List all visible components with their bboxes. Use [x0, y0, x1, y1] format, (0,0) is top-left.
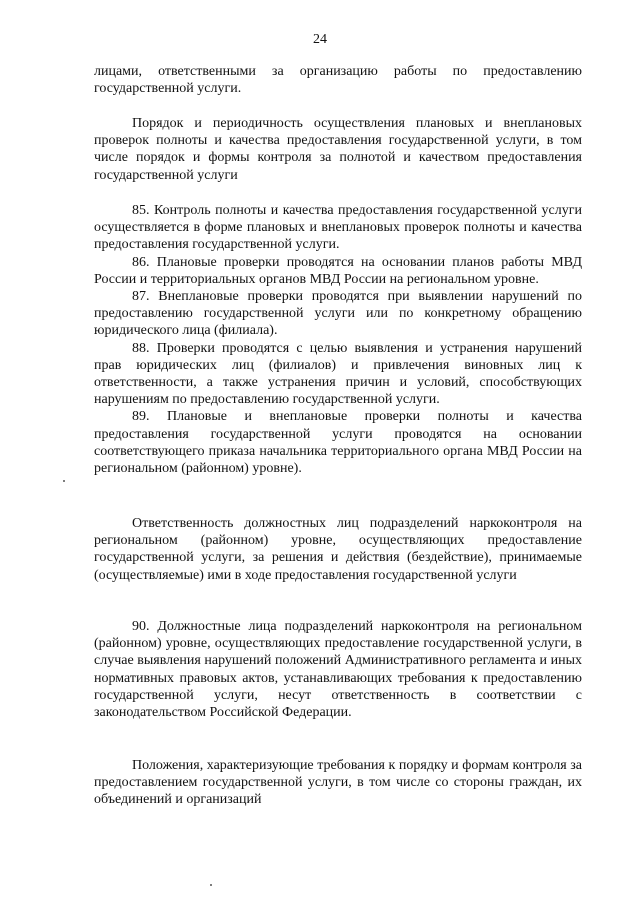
paragraph-85: 85. Контроль полноты и качества предоставления государственной услуги осуществляется в форме плановых и внеплановых проверок полноты и качества предоставления государственной услуги.: [94, 203, 582, 253]
section2-heading: Ответственность должностных лиц подразделений наркоконтроля на региональном (районном) уровне, осуществляющих предоставление государственной услуги, за решения и действия (бездействие), принимаемые (осуществляемые) ими в ходе предоставления государственной услуги: [94, 516, 582, 583]
scan-speck: [210, 884, 212, 886]
paragraph-86: 86. Плановые проверки проводятся на основании планов работы МВД России и территориальных органов МВД России на региональном уровне.: [94, 254, 582, 287]
section2-heading-block: [94, 515, 582, 584]
paragraph-88: 88. Проверки проводятся с целью выявления и устранения нарушений прав юридических лиц (филиалов) и привлечения виновных лиц к ответственности, а также устранения причин и условий, способствующих нарушениям по предоставлению государственной услуги.: [94, 340, 582, 408]
section3-heading: Положения, характеризующие требования к порядку и формам контроля за предоставлением государственной услуги, в том числе со стороны граждан, их объединений и организаций: [94, 758, 582, 808]
paragraph-87: 87. Внеплановые проверки проводятся при выявлении нарушений по предоставлению государственной услуги или по конкретному обращению юридического лица (филиала).: [94, 289, 582, 339]
scan-speck: [63, 480, 65, 482]
section3-heading-block: [94, 757, 582, 809]
section1-heading: Порядок и периодичность осуществления плановых и внеплановых проверок полноты и качества предоставления государственной услуги, в том числе порядок и формы контроля за полнотой и качеством предоставления государственной услуги: [94, 116, 582, 183]
intro-continuation: лицами, ответственными за организацию работы по предоставлению государственной услуги.: [94, 64, 582, 97]
intro-continuation-block: [94, 63, 582, 97]
section2-items: [94, 618, 582, 721]
section1-items: [94, 202, 582, 477]
section1-heading-block: [94, 115, 582, 184]
paragraph-90: 90. Должностные лица подразделений наркоконтроля на региональном (районном) уровне, осуществляющих предоставление государственной услуги, в случае выявления нарушений положений Административного регламента и иных нормативных правовых актов, устанавливающих требования к предоставлению государственной услуги, несут ответственность в соответствии с законодательством Российской Федерации.: [94, 619, 582, 721]
paragraph-89: 89. Плановые и внеплановые проверки полноты и качества предоставления государственной услуги проводятся на основании соответствующего приказа начальника территориального органа МВД России на региональном (районном) уровне).: [94, 409, 582, 477]
page-number: 24: [313, 32, 327, 47]
